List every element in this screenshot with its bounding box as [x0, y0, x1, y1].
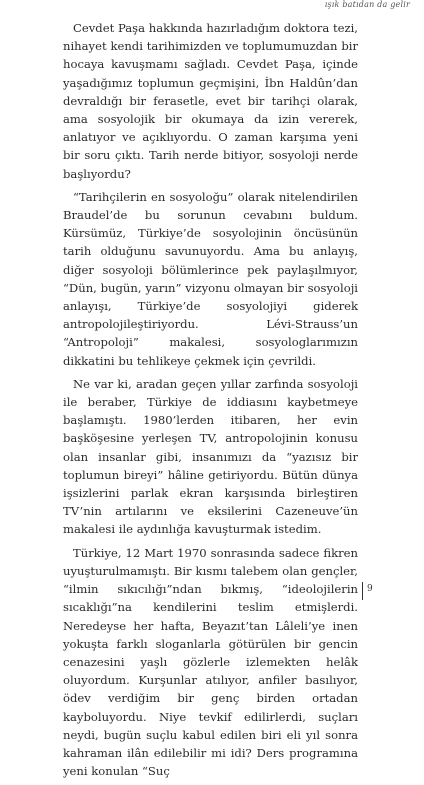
- page-number: 9: [367, 584, 373, 594]
- paragraph-2: “Tarihçilerin en sosyoloğu” olarak nitelendirilen Braudel’de bu sorunun cevabını buldum. Kürsümüz, Türkiye’de sosyolojinin öncüsünün tarih olduğunu savunuyordu. Ama bu anlayış, diğer sosyoloji bölümlerince pek paylaşılmıyor, “Dün, bugün, yarın” vizyonu olmayan bir sosyoloji anlayışı, Türkiye’de sosyolojiyi giderek antropolojileştiriyordu. Lévi-Strauss’un “Antropoloji” makalesi, sosyologlarımızın dikkatini bu tehlikeye çekmek için çevrildi.: [63, 189, 358, 368]
- folio-divider: [362, 582, 363, 600]
- body-text: [63, 19, 358, 785]
- paragraph-1: Cevdet Paşa hakkında hazırladığım doktora tezi, nihayet kendi tarihimizden ve toplumumuzdan bir hocaya kavuşmamı sağladı. Cevdet Paşa, içinde yaşadığımız toplumun geçmişini, İbn Haldûn’dan devraldığı bir ferasetle, evet bir tarihçi olarak, ama sosyolojik bir okumaya da izin vererek, anlatıyor ve açıklıyordu. O zaman karşıma yeni bir soru çıktı. Tarih nerde bitiyor, sosyoloji nerde başlıyordu?: [63, 21, 358, 181]
- running-header: ışık batıdan da gelir: [324, 0, 410, 9]
- paragraph-4: Türkiye, 12 Mart 1970 sonrasında sadece fikren uyuşturulmamıştı. Bir kısmı talebem olan gençler, “ilmin sıkıcılığı”ndan bıkmış, “ideolojilerin sıcaklığı”na kendilerini teslim etmişlerdi. Neredeyse her hafta, Beyazıt’tan Lâleli’ye inen yokuşta farklı sloganlarla götürülen bir gencin cenazesini yaşlı gözlerle izlemekten helâk oluyordum. Kurşunlar atılıyor, anfiler basılıyor, ödev verdiğim bir genç birden ortadan kayboluyordu. Niye tevkif edilirlerdi, suçları neydi, bugün suçlu kabul edilen biri eli yıl sonra kahraman ilân edilebilir mi idi? Ders programına yeni konulan “Suç: [63, 545, 358, 779]
- paragraph-3: Ne var ki, aradan geçen yıllar zarfında sosyoloji ile beraber, Türkiye de iddiasını kaybetmeye başlamıştı. 1980’lerden itibaren, her evin başköşesine yerleşen TV, antropolojinin konusu olan insanlar gibi, insanımızı da “yazısız bir toplumun bireyi” hâline getiriyordu. Bütün dünya işsizlerini parlak ekran karşısında birleştiren TV’nin artılarını ve eksilerini Cazeneuve’ün makalesi ile aydınlığa kavuşturmak istedim.: [63, 376, 358, 537]
